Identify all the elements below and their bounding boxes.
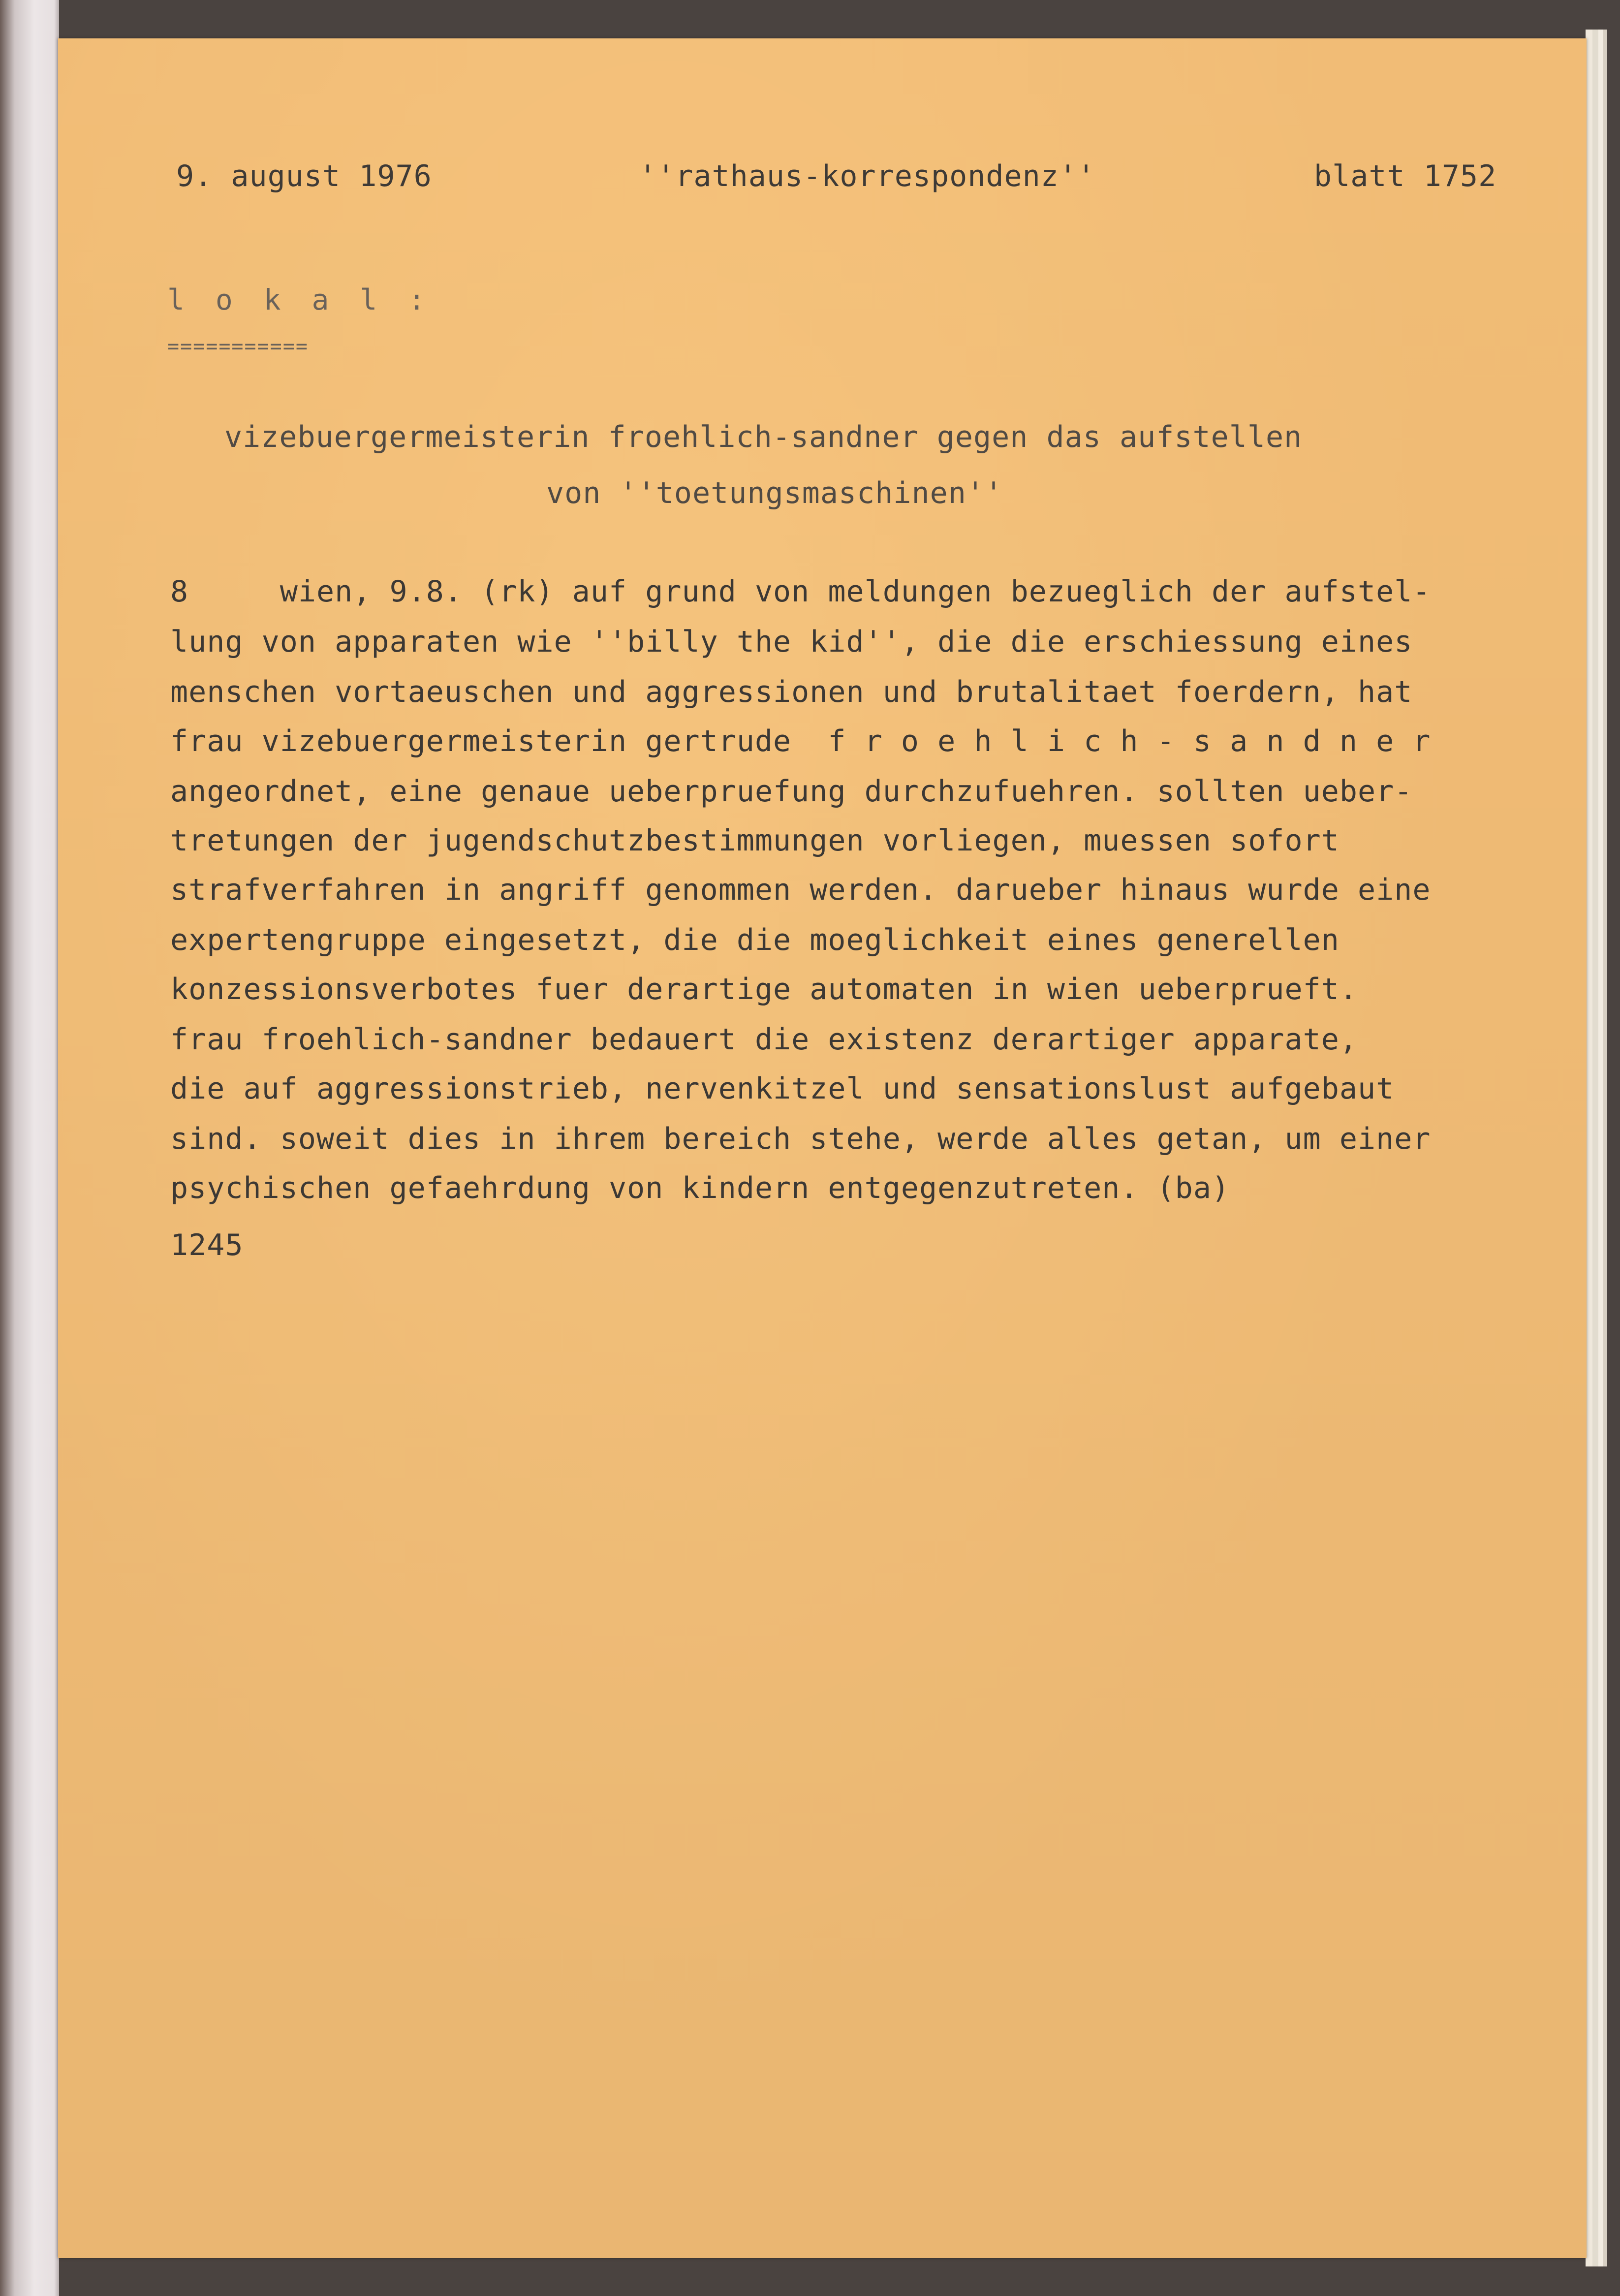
archive-binder-edge	[0, 0, 59, 2296]
body-line: tretungen der jugendschutzbestimmungen vorliegen, muessen sofort	[170, 823, 1340, 858]
body-line: angeordnet, eine genaue ueberpruefung durchzufuehren. sollten ueber-	[170, 774, 1413, 809]
body-line: lung von apparaten wie ''billy the kid'', die die erschiessung eines	[170, 625, 1413, 659]
body-line: menschen vortaeuschen und aggressionen und brutalitaet foerdern, hat	[170, 675, 1413, 709]
section-label: l o k a l :	[167, 283, 433, 316]
header-publication: ''rathaus-korrespondenz''	[639, 159, 1096, 193]
body-line: sind. soweit dies in ihrem bereich stehe, werde alles getan, um einer	[170, 1122, 1431, 1156]
header-date: 9. august 1976	[176, 159, 432, 193]
body-line: psychischen gefaehrdung von kindern entgegenzutreten. (ba)	[170, 1171, 1230, 1205]
body-line: frau vizebuergermeisterin gertrude f r o e h l i c h - s a n d n e r	[170, 724, 1431, 758]
body-line: strafverfahren in angriff genommen werden. darueber hinaus wurde eine	[170, 873, 1431, 907]
headline-line-1: vizebuergermeisterin froehlich-sandner gegen das aufstellen	[224, 420, 1303, 454]
body-line: expertengruppe eingesetzt, die die moeglichkeit eines generellen	[170, 923, 1340, 957]
body-line: 8 wien, 9.8. (rk) auf grund von meldungen bezueglich der aufstel-	[170, 574, 1431, 609]
page-edge	[1586, 30, 1592, 2266]
job-number: 1245	[170, 1228, 244, 1262]
page-edge	[1603, 30, 1607, 2266]
header-sheet-number: blatt 1752	[1314, 159, 1497, 193]
page-edge	[1592, 30, 1598, 2266]
section-underline: ===========	[167, 335, 309, 358]
page-edge	[1598, 30, 1603, 2266]
headline-line-2: von ''toetungsmaschinen''	[546, 476, 1003, 510]
document-page	[58, 38, 1587, 2258]
body-line: konzessionsverbotes fuer derartige automaten in wien ueberprueft.	[170, 972, 1358, 1006]
body-line: die auf aggressionstrieb, nervenkitzel und sensationslust aufgebaut	[170, 1071, 1395, 1106]
body-line: frau froehlich-sandner bedauert die existenz derartiger apparate,	[170, 1022, 1358, 1057]
